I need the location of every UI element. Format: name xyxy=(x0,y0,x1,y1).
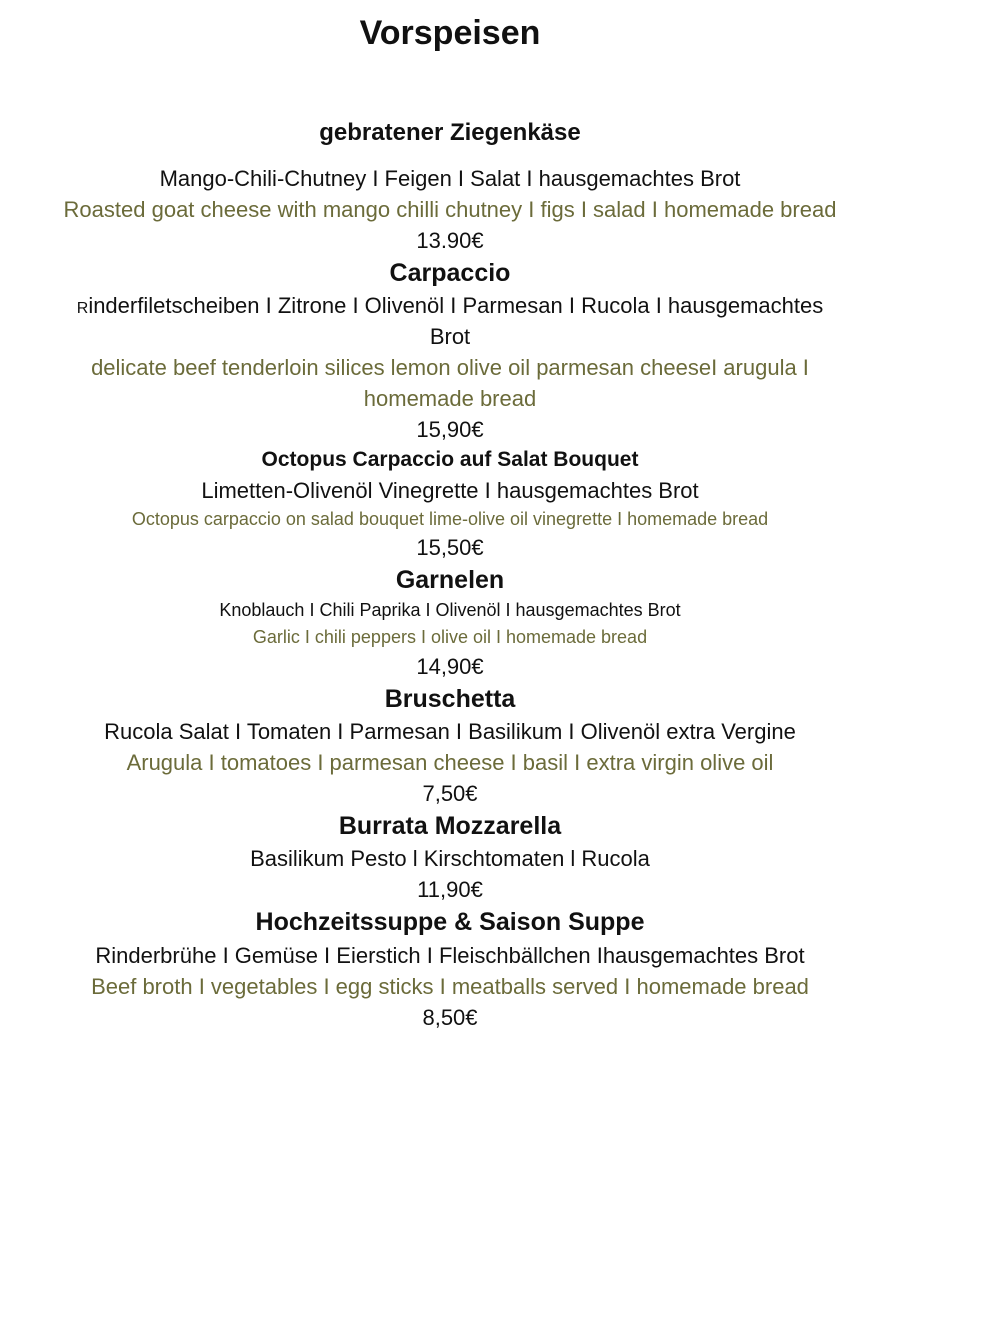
dish-name-bruschetta: Bruschetta xyxy=(384,685,516,713)
dish-price: 8,50€ xyxy=(422,1005,478,1030)
dish-description-de xyxy=(0,293,900,319)
dish-price: 11,90€ xyxy=(417,877,483,902)
dish-description-de: Basilikum Pesto l Kirschtomaten l Rucola xyxy=(250,846,650,871)
dish-description-de: Mango-Chili-Chutney I Feigen I Salat I hausgemachtes Brot xyxy=(159,166,741,191)
dish-description-en: Garlic I chili peppers I olive oil I homemade bread xyxy=(252,627,648,647)
dish-description-de: Rucola Salat I Tomaten I Parmesan I Basilikum I Olivenöl extra Vergine xyxy=(104,719,796,744)
dish-name-garnelen: Garnelen xyxy=(395,566,505,594)
dish-description-de: Limetten-Olivenöl Vinegrette I hausgemachtes Brot xyxy=(201,478,699,503)
dish-price: 14,90€ xyxy=(416,654,484,679)
dish-description-en: Arugula I tomatoes I parmesan cheese I basil I extra virgin olive oil xyxy=(126,750,774,775)
dish-name-soup: Hochzeitssuppe & Saison Suppe xyxy=(255,908,645,936)
dish-name-burrata: Burrata Mozzarella xyxy=(338,812,562,840)
page-title: Vorspeisen xyxy=(359,14,541,52)
dish-description-en: Beef broth I vegetables I egg sticks I meatballs served I homemade bread xyxy=(91,974,809,999)
dish-description-de: Rinderbrühe I Gemüse I Eierstich I Fleischbällchen Ihausgemachtes Brot xyxy=(95,943,805,968)
description-text: inderfiletscheiben I Zitrone I Olivenöl I Parmesan I Rucola I hausgemachtes xyxy=(88,293,824,318)
dish-description-de: Knoblauch I Chili Paprika I Olivenöl I hausgemachtes Brot xyxy=(219,600,681,620)
description-initial: R xyxy=(76,300,89,317)
dish-price: 13.90€ xyxy=(416,228,484,253)
dish-description-en: delicate beef tenderloin silices lemon olive oil parmesan cheeseI arugula I xyxy=(91,355,809,380)
dish-description-en: Octopus carpaccio on salad bouquet lime-olive oil vinegrette I homemade bread xyxy=(131,509,769,529)
dish-price: 15,90€ xyxy=(416,417,484,442)
dish-name-octopus-carpaccio: Octopus Carpaccio auf Salat Bouquet xyxy=(261,448,639,471)
dish-description-en-line2: homemade bread xyxy=(363,386,537,411)
dish-name-carpaccio: Carpaccio xyxy=(389,259,511,287)
dish-description-en: Roasted goat cheese with mango chilli chutney I figs I salad I homemade bread xyxy=(63,197,837,222)
dish-price: 7,50€ xyxy=(422,781,478,806)
dish-description-de-line2: Brot xyxy=(429,324,471,349)
dish-name-goat-cheese: gebratener Ziegenkäse xyxy=(319,119,581,146)
dish-price: 15,50€ xyxy=(416,535,484,560)
